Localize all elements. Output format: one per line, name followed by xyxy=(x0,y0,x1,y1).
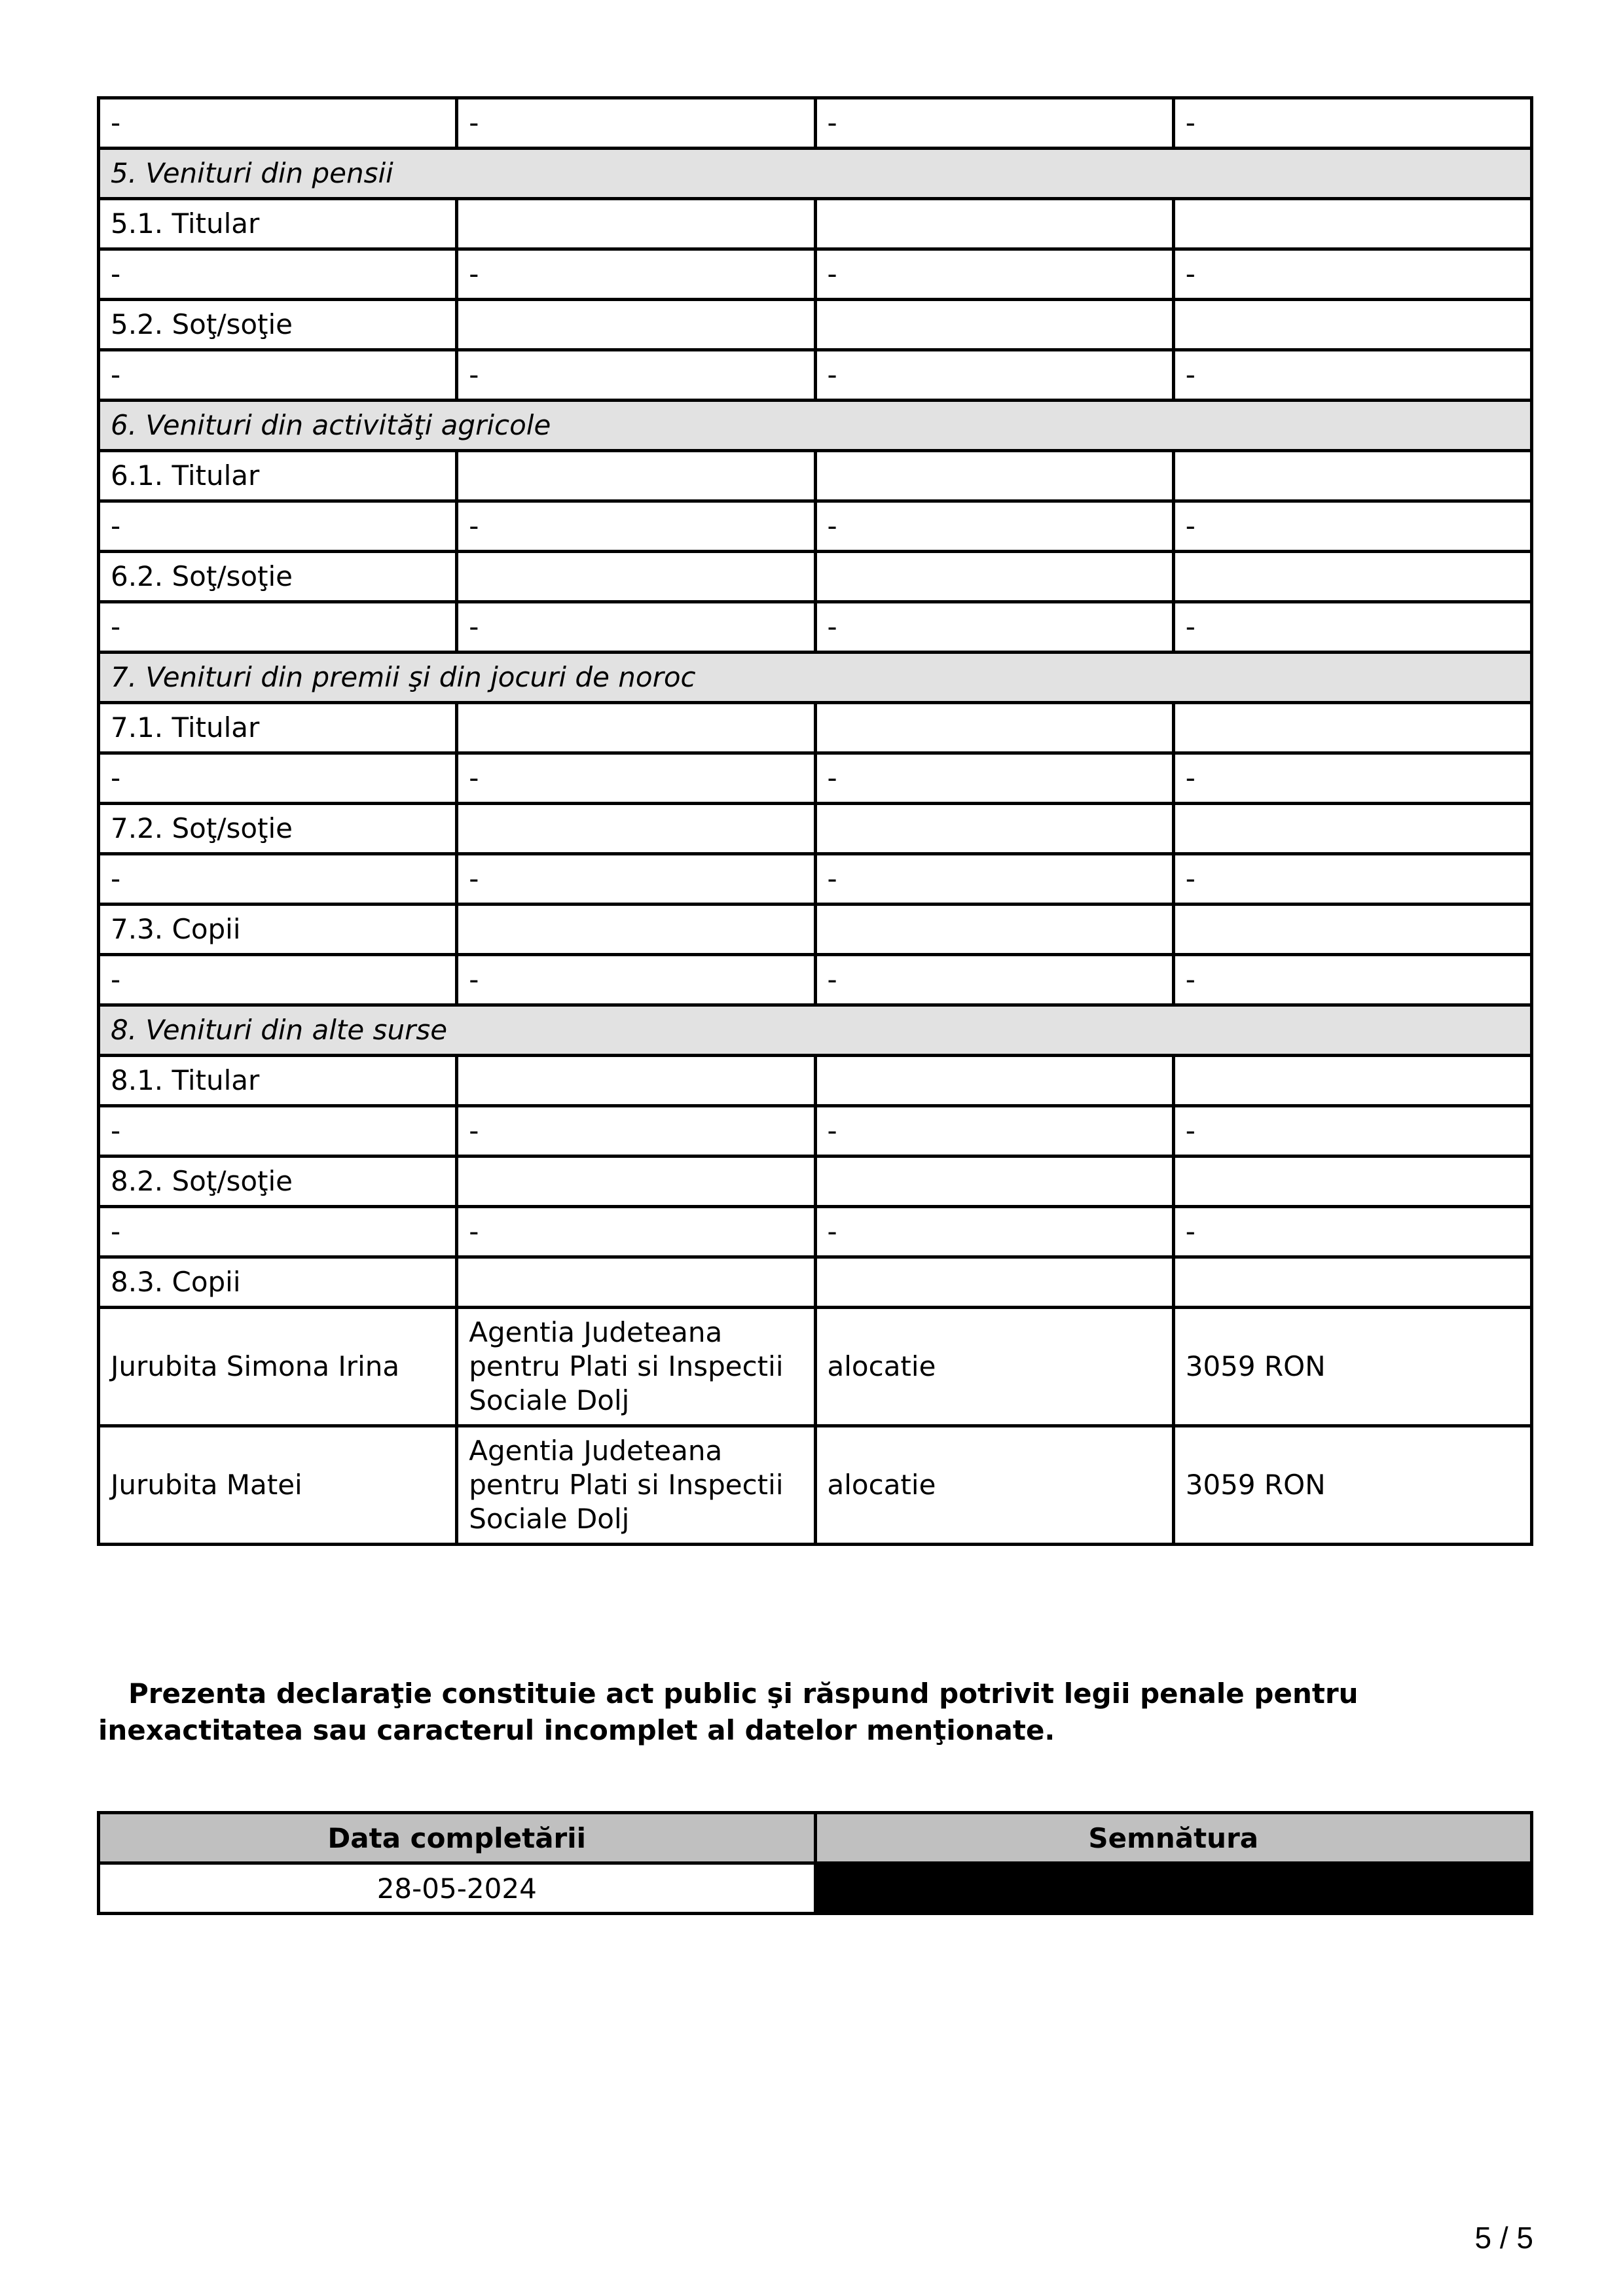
table-cell: - xyxy=(815,753,1173,804)
table-cell: 7.3. Copii xyxy=(99,905,457,955)
section-header-row xyxy=(99,653,1532,703)
table-cell: - xyxy=(1173,350,1531,401)
table-cell xyxy=(815,451,1173,501)
table-cell: - xyxy=(815,249,1173,300)
table-cell: - xyxy=(815,1207,1173,1257)
table-cell: - xyxy=(1173,501,1531,552)
table-cell xyxy=(457,199,815,249)
table-cell: - xyxy=(99,501,457,552)
table-cell: 8.2. Soţ/soţie xyxy=(99,1157,457,1207)
signature-table-header-row xyxy=(99,1813,1532,1863)
table-cell: Jurubita Simona Irina xyxy=(99,1308,457,1426)
table-cell xyxy=(815,1257,1173,1308)
table-cell: - xyxy=(99,602,457,653)
table-cell: 8.1. Titular xyxy=(99,1056,457,1106)
page-number: 5 / 5 xyxy=(1474,2221,1533,2255)
table-cell: - xyxy=(99,854,457,905)
table-cell xyxy=(815,905,1173,955)
table-cell xyxy=(457,300,815,350)
table-cell: - xyxy=(1173,249,1531,300)
table-cell: alocatie xyxy=(815,1426,1173,1545)
table-cell: - xyxy=(457,1207,815,1257)
table-cell: 6.1. Titular xyxy=(99,451,457,501)
section-title: 7. Venituri din premii şi din jocuri de noroc xyxy=(99,653,1532,703)
table-cell: - xyxy=(815,1106,1173,1157)
table-row xyxy=(99,1106,1532,1157)
table-cell: - xyxy=(457,1106,815,1157)
table-cell: - xyxy=(457,602,815,653)
table-cell xyxy=(457,905,815,955)
table-cell xyxy=(457,703,815,753)
table-row xyxy=(99,552,1532,602)
table-cell xyxy=(457,552,815,602)
table-cell xyxy=(1173,804,1531,854)
signature-table-value-row xyxy=(99,1863,1532,1914)
date-value: 28-05-2024 xyxy=(99,1863,816,1914)
table-cell: - xyxy=(1173,1207,1531,1257)
table-cell xyxy=(815,1056,1173,1106)
table-row xyxy=(99,199,1532,249)
table-cell xyxy=(1173,199,1531,249)
table-cell: 8.3. Copii xyxy=(99,1257,457,1308)
table-cell: - xyxy=(1173,955,1531,1005)
table-cell xyxy=(1173,1056,1531,1106)
table-cell xyxy=(457,1157,815,1207)
table-cell xyxy=(815,804,1173,854)
declaration-text: Prezenta declaraţie constituie act public şi răspund potrivit legii penale pentru inexactitatea sau caracterul incomplet al datelor menţionate. xyxy=(98,1677,1359,1746)
table-cell: - xyxy=(457,98,815,149)
table-cell: - xyxy=(99,1106,457,1157)
table-row xyxy=(99,703,1532,753)
table-cell: - xyxy=(457,753,815,804)
table-row xyxy=(99,1308,1532,1426)
table-row xyxy=(99,1056,1532,1106)
table-cell: 7.2. Soţ/soţie xyxy=(99,804,457,854)
table-cell xyxy=(1173,300,1531,350)
table-cell xyxy=(457,1056,815,1106)
table-row xyxy=(99,300,1532,350)
table-row xyxy=(99,753,1532,804)
section-header-row xyxy=(99,401,1532,451)
table-cell xyxy=(815,1157,1173,1207)
table-cell: Agentia Judeteana pentru Plati si Inspectii Sociale Dolj xyxy=(457,1426,815,1545)
table-cell: - xyxy=(99,98,457,149)
table-row xyxy=(99,1207,1532,1257)
table-row xyxy=(99,905,1532,955)
table-cell: 5.2. Soţ/soţie xyxy=(99,300,457,350)
signature-header: Semnătura xyxy=(815,1813,1532,1863)
table-cell: - xyxy=(99,350,457,401)
table-cell xyxy=(1173,1157,1531,1207)
table-cell xyxy=(457,804,815,854)
table-cell: - xyxy=(457,249,815,300)
table-cell: - xyxy=(99,1207,457,1257)
table-cell xyxy=(1173,1257,1531,1308)
signature-redacted xyxy=(815,1863,1532,1914)
table-cell: 3059 RON xyxy=(1173,1308,1531,1426)
table-cell xyxy=(815,199,1173,249)
section-title: 8. Venituri din alte surse xyxy=(99,1005,1532,1056)
table-row xyxy=(99,350,1532,401)
table-cell xyxy=(815,552,1173,602)
table-cell xyxy=(1173,552,1531,602)
table-cell: - xyxy=(457,350,815,401)
table-row xyxy=(99,854,1532,905)
table-row xyxy=(99,804,1532,854)
table-row xyxy=(99,249,1532,300)
table-row xyxy=(99,955,1532,1005)
income-table-body xyxy=(99,98,1532,1545)
table-cell: 3059 RON xyxy=(1173,1426,1531,1545)
table-row xyxy=(99,1157,1532,1207)
table-cell xyxy=(1173,703,1531,753)
table-cell: - xyxy=(815,955,1173,1005)
table-cell xyxy=(457,1257,815,1308)
table-cell xyxy=(457,451,815,501)
table-cell: - xyxy=(99,753,457,804)
table-cell: Jurubita Matei xyxy=(99,1426,457,1545)
table-row xyxy=(99,98,1532,149)
table-cell xyxy=(1173,451,1531,501)
income-table xyxy=(97,96,1533,1546)
table-row xyxy=(99,602,1532,653)
table-cell: - xyxy=(457,501,815,552)
table-cell: - xyxy=(457,854,815,905)
table-row xyxy=(99,451,1532,501)
table-cell: - xyxy=(99,955,457,1005)
table-cell: - xyxy=(815,854,1173,905)
table-cell: alocatie xyxy=(815,1308,1173,1426)
table-row xyxy=(99,1426,1532,1545)
table-cell: 5.1. Titular xyxy=(99,199,457,249)
table-cell: - xyxy=(815,98,1173,149)
table-cell xyxy=(815,703,1173,753)
table-cell: - xyxy=(1173,602,1531,653)
section-title: 6. Venituri din activităţi agricole xyxy=(99,401,1532,451)
table-cell xyxy=(1173,905,1531,955)
table-cell: - xyxy=(815,602,1173,653)
table-cell xyxy=(815,300,1173,350)
table-cell: - xyxy=(1173,753,1531,804)
signature-table xyxy=(97,1811,1533,1915)
section-header-row xyxy=(99,149,1532,199)
table-cell: - xyxy=(1173,854,1531,905)
date-header: Data completării xyxy=(99,1813,816,1863)
table-cell: - xyxy=(99,249,457,300)
table-cell: - xyxy=(815,350,1173,401)
table-row xyxy=(99,1257,1532,1308)
table-row xyxy=(99,501,1532,552)
table-cell: 6.2. Soţ/soţie xyxy=(99,552,457,602)
section-header-row xyxy=(99,1005,1532,1056)
section-title: 5. Venituri din pensii xyxy=(99,149,1532,199)
table-cell: - xyxy=(815,501,1173,552)
table-cell: Agentia Judeteana pentru Plati si Inspectii Sociale Dolj xyxy=(457,1308,815,1426)
table-cell: - xyxy=(1173,1106,1531,1157)
table-cell: - xyxy=(457,955,815,1005)
table-cell: - xyxy=(1173,98,1531,149)
table-cell: 7.1. Titular xyxy=(99,703,457,753)
